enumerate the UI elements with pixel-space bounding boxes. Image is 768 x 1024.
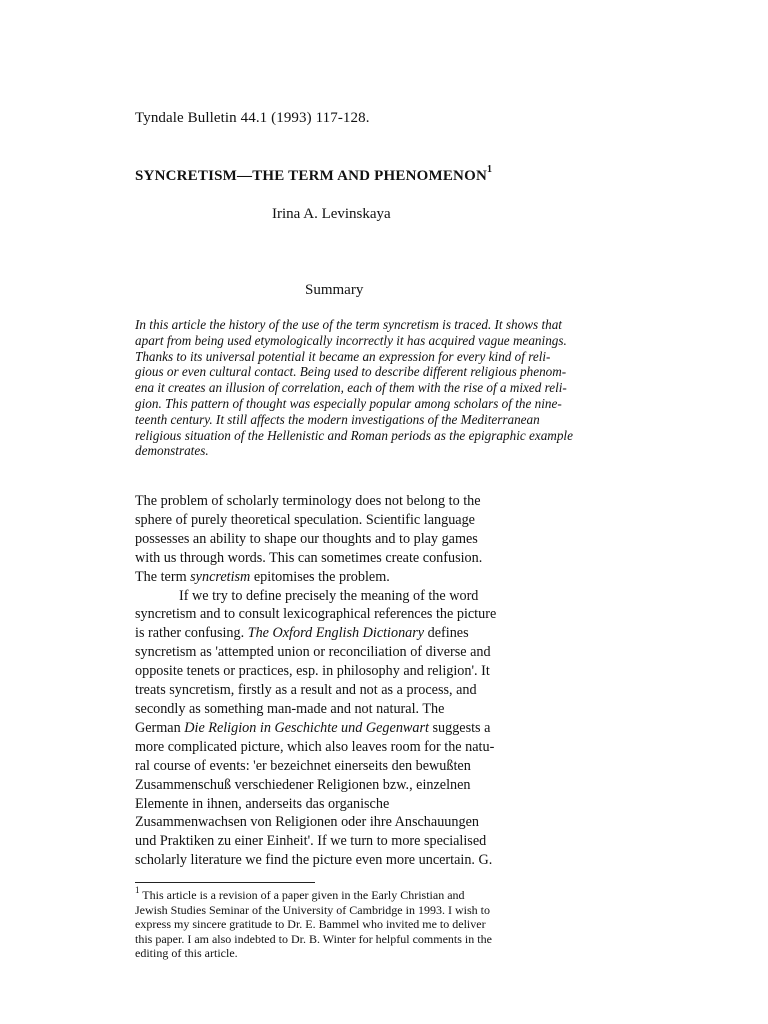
body-line-indented: If we try to define precisely the meaning of the word xyxy=(179,587,479,604)
body-line: Elemente in ihnen, anderseits das organische xyxy=(135,795,390,812)
summary-heading: Summary xyxy=(305,282,364,298)
abstract-line: demonstrates. xyxy=(135,443,209,459)
footnote xyxy=(135,884,555,961)
body-line: und Praktiken zu einer Einheit'. If we turn to more specialised xyxy=(135,833,487,850)
body-line: opposite tenets or practices, esp. in philosophy and religion'. It xyxy=(135,663,490,680)
footnote-text-run: This article is a revision of a paper given in the Early Christian and xyxy=(139,888,465,902)
body-text-run: defines xyxy=(424,625,469,642)
body-line: treats syncretism, firstly as a result and not as a process, and xyxy=(135,682,477,699)
footnote-line: editing of this article. xyxy=(135,946,238,961)
abstract-line: teenth century. It still affects the modern investigations of the Mediterranean xyxy=(135,411,540,427)
body-line: syncretism as 'attempted union or reconciliation of diverse and xyxy=(135,644,491,661)
summary-abstract xyxy=(135,317,645,459)
body-line: with us through words. This can sometimes create confusion. xyxy=(135,549,483,566)
body-line: The problem of scholarly terminology does not belong to the xyxy=(135,493,481,509)
abstract-line: gious or even cultural contact. Being used to describe different religious phenom- xyxy=(135,364,567,380)
body-line: syncretism and to consult lexicographical references the picture xyxy=(135,606,497,623)
footnote-divider xyxy=(135,882,315,883)
body-line: Zusammenwachsen von Religionen oder ihre Anschauungen xyxy=(135,814,479,831)
body-line xyxy=(135,568,555,587)
body-line: secondly as something man-made and not natural. The xyxy=(135,700,445,717)
abstract-line: gion. This pattern of thought was especially popular among scholars of the nine- xyxy=(135,395,562,411)
footnote-line: express my sincere gratitude to Dr. E. Bammel who invited me to deliver xyxy=(135,917,486,932)
body-text-run: suggests a xyxy=(428,719,491,736)
article-title xyxy=(135,166,492,185)
abstract-line: Thanks to its universal potential it became an expression for every kind of reli- xyxy=(135,348,551,364)
body-text-run: is rather confusing. xyxy=(135,625,248,642)
body-line: sphere of purely theoretical speculation. Scientific language xyxy=(135,511,475,528)
abstract-line: religious situation of the Hellenistic and Roman periods as the epigraphic example xyxy=(135,427,573,443)
body-line xyxy=(135,624,555,643)
footnote-line: Jewish Studies Seminar of the University of Cambridge in 1993. I wish to xyxy=(135,902,490,917)
body-line: possesses an ability to shape our thoughts and to play games xyxy=(135,530,478,547)
footnote-mark: 1 xyxy=(135,885,140,895)
body-line: Zusammenschuß verschiedener Religionen bzw., einzelnen xyxy=(135,776,471,793)
abstract-line: In this article the history of the use of the term syncretism is traced. It shows that xyxy=(135,317,562,332)
body-line: scholarly literature we find the picture even more uncertain. G. xyxy=(135,852,493,869)
body-line: ral course of events: 'er bezeichnet einerseits den bewußten xyxy=(135,757,471,774)
footnote-line xyxy=(135,884,555,903)
title-footnote-mark: 1 xyxy=(486,164,493,175)
body-text-run: epitomises the problem. xyxy=(250,568,390,585)
body-text-run: The term xyxy=(135,568,191,585)
body-line xyxy=(135,719,555,738)
body-text xyxy=(135,492,555,870)
author-name: Irina A. Levinskaya xyxy=(272,206,391,222)
body-text-run: German xyxy=(135,719,185,736)
abstract-line: apart from being used etymologically incorrectly it has acquired vague meanings. xyxy=(135,332,567,348)
journal-citation: Tyndale Bulletin 44.1 (1993) 117-128. xyxy=(135,110,370,126)
oed-title: The Oxford English Dictionary xyxy=(247,625,425,642)
body-line: more complicated picture, which also leaves room for the natu- xyxy=(135,738,495,755)
rgg-title: Die Religion in Geschichte und Gegenwart xyxy=(184,719,429,736)
article-title-text: SYNCRETISM—THE TERM AND PHENOMENON xyxy=(135,168,487,184)
abstract-line: ena it creates an illusion of correlation, each of them with the rise of a mixed reli- xyxy=(135,380,567,396)
emphasis-syncretism: syncretism xyxy=(190,568,251,585)
footnote-line: this paper. I am also indebted to Dr. B. Winter for helpful comments in the xyxy=(135,931,492,946)
